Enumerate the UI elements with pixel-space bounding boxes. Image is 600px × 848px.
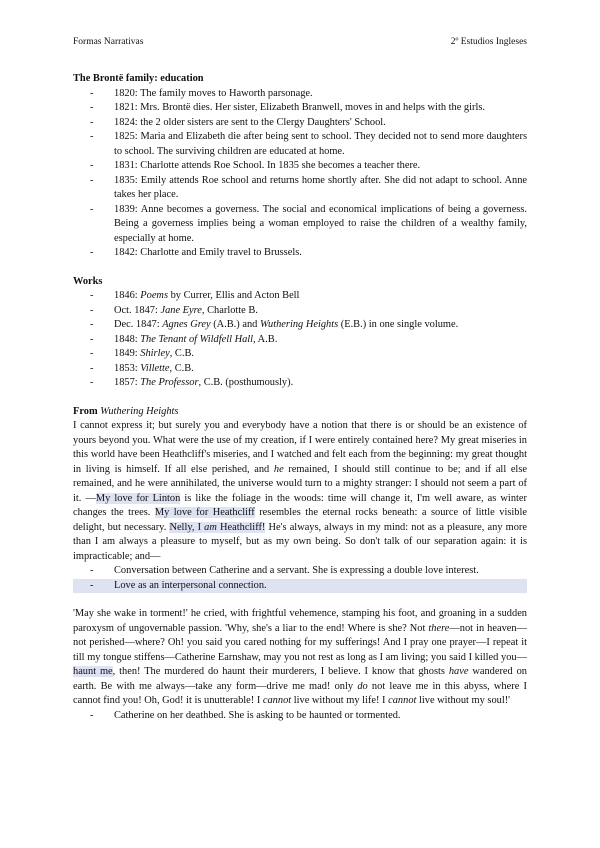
list-item: - 1831: Charlotte attends Roe School. In 1835 she becomes a teacher there. [73,159,527,174]
list-item: - Dec. 1847: Agnes Grey (A.B.) and Wuthering Heights (E.B.) in one single volume. [73,318,527,333]
list-item: - Oct. 1847: Jane Eyre, Charlotte B. [73,304,527,319]
excerpt-paragraph-2: 'May she wake in torment!' he cried, with frightful vehemence, stamping his foot, and groaning in a sudden paroxysm of ungovernable passion. 'Why, she's a liar to the end! Where is she? Not there—not in heaven—not perished—where? Oh! you said you cared nothing for my sufferings! And I pray one prayer—I repeat it till my tongue stiffens—Catherine Earnshaw, may you not rest as long as I am living; you said I killed you—haunt me, then! The murdered do haunt their murderers, I believe. I know that ghosts have wandered on earth. Be with me always—take any form—drive me mad! only do not leave me in this abyss, where I cannot find you! Oh, God! it is unutterable! I cannot live without my life! I cannot live without my soul!' [73,608,527,706]
list-item: - 1839: Anne becomes a governess. The social and economical implications of being a governess. Being a governess implies being a woman employed to raise the children of a wealthy family, especially at home. [73,203,527,247]
list-item: - Conversation between Catherine and a servant. She is expressing a double love interest. [73,564,527,579]
list-item: - 1846: Poems by Currer, Ellis and Acton Bell [73,289,527,304]
excerpt-paragraph-1: I cannot express it; but surely you and everybody have a notion that there is or should be an existence of yours beyond you. What were the use of my creation, if I were entirely contained here? My great miseries in this world have been Heathcliff's miseries, and I watched and felt each from the beginning: my great thought in living is himself. If all else perished, and he remained, I should still continue to be; and if all else remained, and he were annihilated, the universe would turn to a mighty stranger: I should not seem a part of it. —My love for Linton is like the foliage in the woods: time will change it, I'm well aware, as winter changes the trees. My love for Heathcliff resembles the eternal rocks beneath: a source of little visible delight, but necessary. Nelly, I am Heathcliff! He's always, always in my mind: not as a pleasure, any more than I am always a pleasure to myself, but as my own being. So don't talk of our separation again: it is impracticable; and— [73,420,527,562]
education-list [73,87,527,261]
list-item: - 1820: The family moves to Haworth parsonage. [73,87,527,102]
header-program: 2º Estudios Ingleses [450,37,527,47]
works-list [73,289,527,391]
list-item: - 1821: Mrs. Brontë dies. Her sister, Elizabeth Branwell, moves in and helps with the girls. [73,101,527,116]
highlight: Nelly, I am Heathcliff! [169,521,266,533]
excerpt-heading: From Wuthering Heights [73,405,179,417]
list-item-highlighted: - Love as an interpersonal connection. [73,579,527,594]
list-item: - 1835: Emily attends Roe school and returns home shortly after. She did not adapt to school. Anne takes her place. [73,174,527,203]
highlight: My love for Linton [95,492,181,504]
works-heading: Works [73,275,103,287]
notes-list-2 [73,709,527,724]
list-item: - 1857: The Professor, C.B. (posthumously). [73,376,527,391]
document-body [73,72,527,723]
list-item: - 1848: The Tenant of Wildfell Hall, A.B. [73,333,527,348]
list-item: - Catherine on her deathbed. She is asking to be haunted or tormented. [73,709,527,724]
header-course: Formas Narrativas [73,37,144,47]
highlight: haunt me [73,666,113,677]
list-item: - 1824: the 2 older sisters are sent to the Clergy Daughters' School. [73,116,527,131]
notes-list-1 [73,564,527,593]
education-heading: The Brontë family: education [73,73,204,84]
list-item: - 1849: Shirley, C.B. [73,347,527,362]
list-item: - 1853: Villette, C.B. [73,362,527,377]
highlight: My love for Heathcliff [154,507,255,518]
list-item: - 1842: Charlotte and Emily travel to Brussels. [73,246,527,261]
list-item: - 1825: Maria and Elizabeth die after being sent to school. They decided not to send more daughters to school. The surviving children are educated at home. [73,130,527,159]
